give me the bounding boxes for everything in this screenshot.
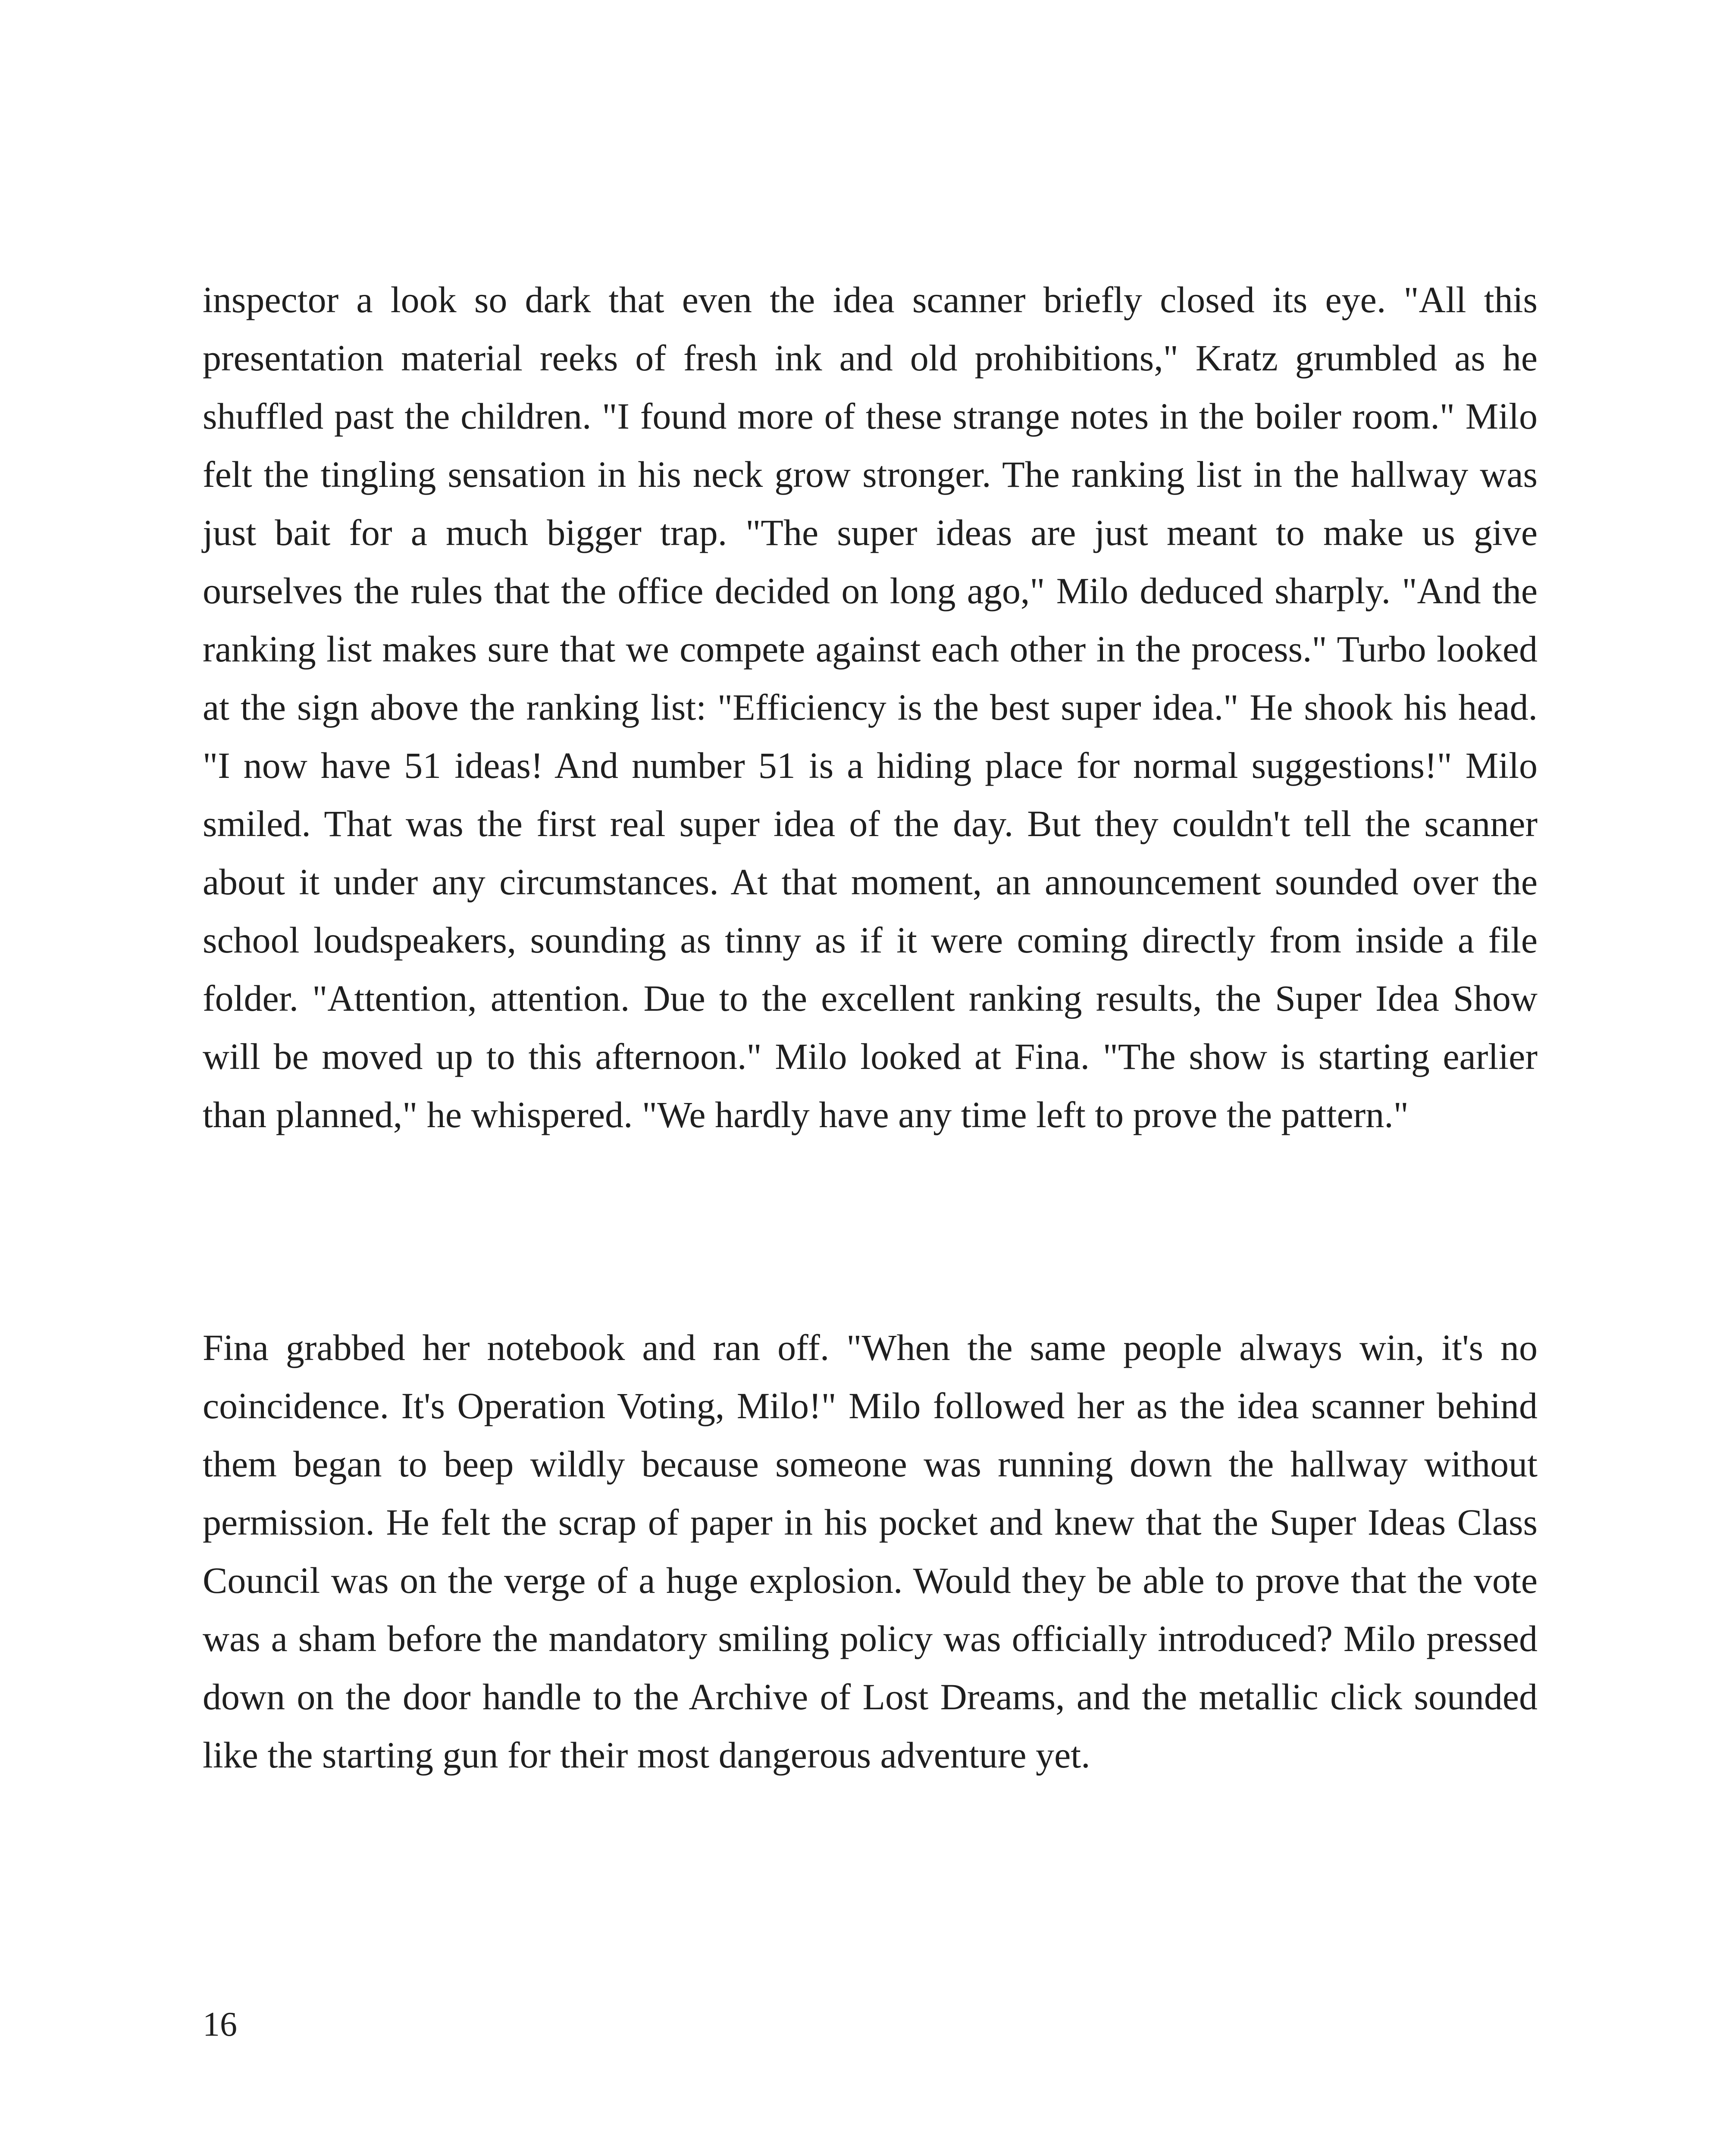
- paragraph-1: inspector a look so dark that even the idea scanner briefly closed its eye. "All this presentation material reeks of fresh ink and old prohibitions," Kratz grumbled as he shuffled past the children. "I found more of these strange notes in the boiler room." Milo felt the tingling sensation in his neck grow stronger. The ranking list in the hallway was just bait for a much bigger trap. "The super ideas are just meant to make us give ourselves the rules that the office decided on long ago," Milo deduced sharply. "And the ranking list makes sure that we compete against each other in the process." Turbo looked at the sign above the ranking list: "Efficiency is the best super idea." He shook his head. "I now have 51 ideas! And number 51 is a hiding place for normal suggestions!" Milo smiled. That was the first real super idea of the day. But they couldn't tell the scanner about it under any circumstances. At that moment, an announcement sounded over the school loudspeakers, sounding as tinny as if it were coming directly from inside a file folder. "Attention, attention. Due to the excellent ranking results, the Super Idea Show will be moved up to this afternoon." Milo looked at Fina. "The show is starting earlier than planned," he whispered. "We hardly have any time left to prove the pattern.": [203, 279, 1538, 1135]
- body-text: [203, 271, 1538, 1784]
- page-number: 16: [203, 2006, 237, 2043]
- paragraph-2: Fina grabbed her notebook and ran off. "When the same people always win, it's no coincidence. It's Operation Voting, Milo!" Milo followed her as the idea scanner behind them began to beep wildly because someone was running down the hallway without permission. He felt the scrap of paper in his pocket and knew that the Super Ideas Class Council was on the verge of a huge explosion. Would they be able to prove that the vote was a sham before the mandatory smiling policy was officially introduced? Milo pressed down on the door handle to the Archive of Lost Dreams, and the metallic click sounded like the starting gun for their most dangerous adventure yet.: [203, 1327, 1538, 1776]
